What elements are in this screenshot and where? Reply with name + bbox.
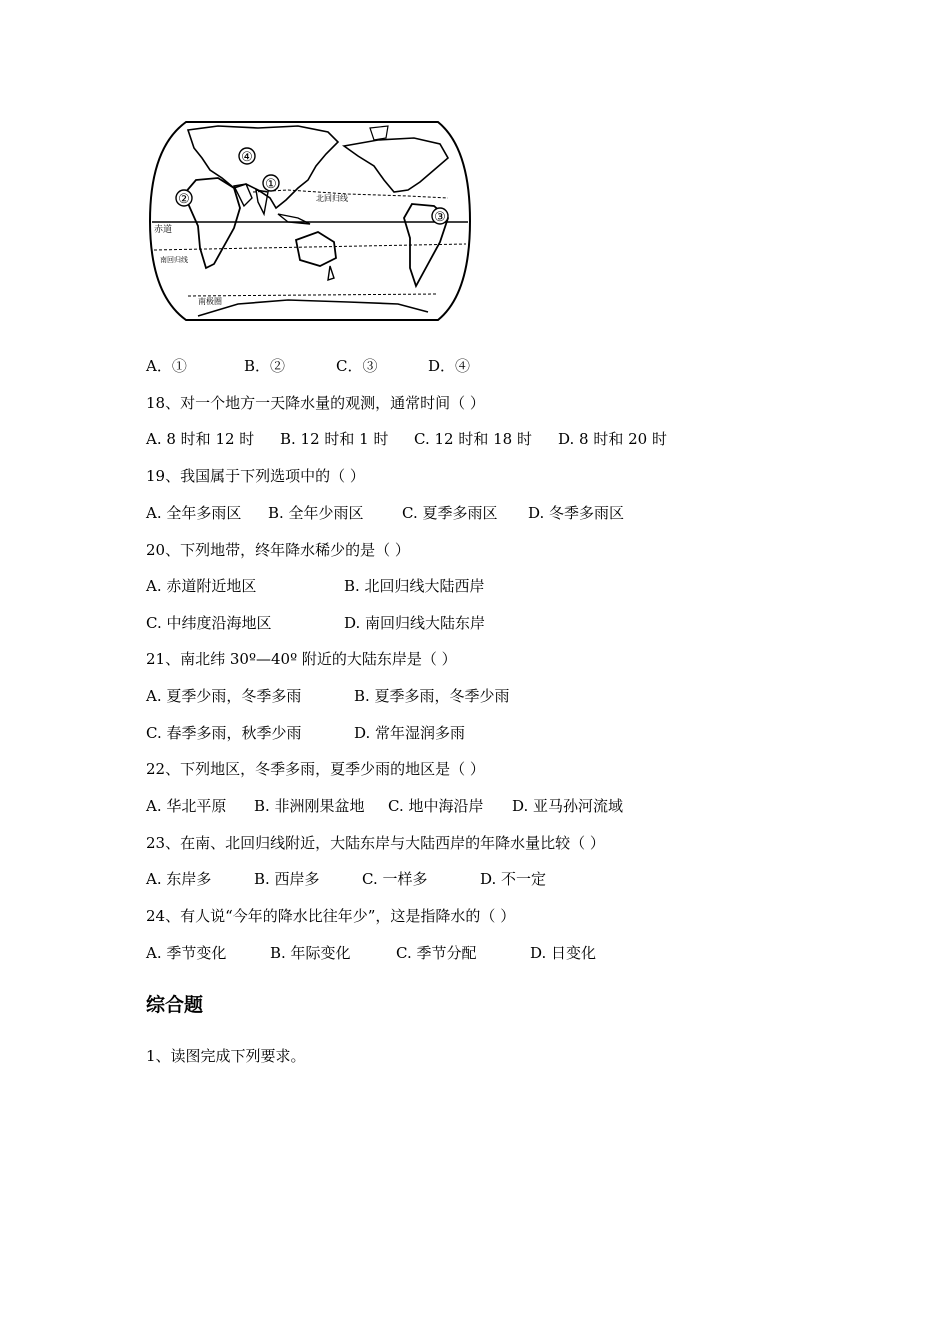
marker-4-label: ④ bbox=[241, 150, 253, 165]
q19-option-d[interactable]: D. 冬季多雨区 bbox=[528, 504, 625, 522]
australia-shape bbox=[296, 232, 336, 266]
q23-stem: 23、在南、北回归线附近，大陆东岸与大陆西岸的年降水量比较（ ） bbox=[146, 834, 605, 852]
q20-option-c[interactable]: C. 中纬度沿海地区 bbox=[146, 614, 272, 632]
q19-option-a[interactable]: A. 全年多雨区 bbox=[146, 504, 242, 522]
q21-option-c[interactable]: C. 春季多雨，秋季少雨 bbox=[146, 724, 302, 742]
q19-option-c[interactable]: C. 夏季多雨区 bbox=[402, 504, 498, 522]
world-map-svg bbox=[148, 118, 472, 324]
q22-stem: 22、下列地区，冬季多雨，夏季少雨的地区是（ ） bbox=[146, 760, 485, 778]
q18-option-b[interactable]: B. 12 时和 1 时 bbox=[280, 430, 389, 448]
antarctica-shape bbox=[198, 300, 428, 316]
q17-option-c[interactable]: C．③ bbox=[336, 357, 378, 375]
q22-option-b[interactable]: B. 非洲刚果盆地 bbox=[254, 797, 365, 815]
section-title: 综合题 bbox=[146, 994, 204, 1016]
q23-option-d[interactable]: D. 不一定 bbox=[480, 870, 547, 888]
tropic-north-label: 北回归线 bbox=[316, 194, 348, 203]
q23-option-c[interactable]: C. 一样多 bbox=[362, 870, 428, 888]
north-america-shape bbox=[344, 138, 448, 192]
q22-option-d[interactable]: D. 亚马孙河流域 bbox=[512, 797, 624, 815]
q17-option-d[interactable]: D．④ bbox=[428, 357, 471, 375]
q18-option-a[interactable]: A. 8 时和 12 时 bbox=[146, 430, 255, 448]
q17-option-a[interactable]: A．① bbox=[146, 357, 187, 375]
new-zealand-shape bbox=[328, 266, 334, 280]
q21-stem: 21、南北纬 30º—40º 附近的大陆东岸是（ ） bbox=[146, 650, 457, 668]
q21-option-d[interactable]: D. 常年湿润多雨 bbox=[354, 724, 466, 742]
antarctic-label: 南极圈 bbox=[198, 297, 222, 306]
q24-option-b[interactable]: B. 年际变化 bbox=[270, 944, 351, 962]
q19-option-b[interactable]: B. 全年少雨区 bbox=[268, 504, 364, 522]
q22-option-a[interactable]: A. 华北平原 bbox=[146, 797, 227, 815]
q24-option-c[interactable]: C. 季节分配 bbox=[396, 944, 477, 962]
q18-option-d[interactable]: D. 8 时和 20 时 bbox=[558, 430, 667, 448]
marker-1-label: ① bbox=[265, 177, 277, 192]
q21-option-a[interactable]: A. 夏季少雨，冬季多雨 bbox=[146, 687, 302, 705]
tropic-south-label: 南回归线 bbox=[160, 256, 188, 264]
q17-option-b[interactable]: B．② bbox=[244, 357, 286, 375]
q21-option-b[interactable]: B. 夏季多雨，冬季少雨 bbox=[354, 687, 510, 705]
q18-option-c[interactable]: C. 12 时和 18 时 bbox=[414, 430, 532, 448]
map-frame bbox=[150, 122, 470, 320]
africa-shape bbox=[184, 178, 240, 268]
q22-option-c[interactable]: C. 地中海沿岸 bbox=[388, 797, 484, 815]
q20-option-d[interactable]: D. 南回归线大陆东岸 bbox=[344, 614, 486, 632]
antarctic-line bbox=[188, 294, 438, 296]
comp1-stem: 1、读图完成下列要求。 bbox=[146, 1047, 306, 1065]
equator-label: 赤道 bbox=[154, 225, 173, 235]
world-map-figure bbox=[148, 118, 472, 324]
q23-option-a[interactable]: A. 东岸多 bbox=[146, 870, 212, 888]
q24-option-d[interactable]: D. 日变化 bbox=[530, 944, 597, 962]
q19-stem: 19、我国属于下列选项中的（ ） bbox=[146, 467, 365, 485]
q24-stem: 24、有人说“今年的降水比往年少”，这是指降水的（ ） bbox=[146, 907, 516, 925]
q23-option-b[interactable]: B. 西岸多 bbox=[254, 870, 320, 888]
greenland-shape bbox=[370, 126, 388, 140]
marker-3-label: ③ bbox=[434, 210, 446, 225]
marker-2-label: ② bbox=[178, 192, 190, 207]
q20-option-b[interactable]: B. 北回归线大陆西岸 bbox=[344, 577, 485, 595]
q18-stem: 18、对一个地方一天降水量的观测，通常时间（ ） bbox=[146, 394, 485, 412]
q20-option-a[interactable]: A. 赤道附近地区 bbox=[146, 577, 257, 595]
q20-stem: 20、下列地带，终年降水稀少的是（ ） bbox=[146, 541, 410, 559]
tropic-north-line bbox=[253, 190, 448, 198]
q24-option-a[interactable]: A. 季节变化 bbox=[146, 944, 227, 962]
